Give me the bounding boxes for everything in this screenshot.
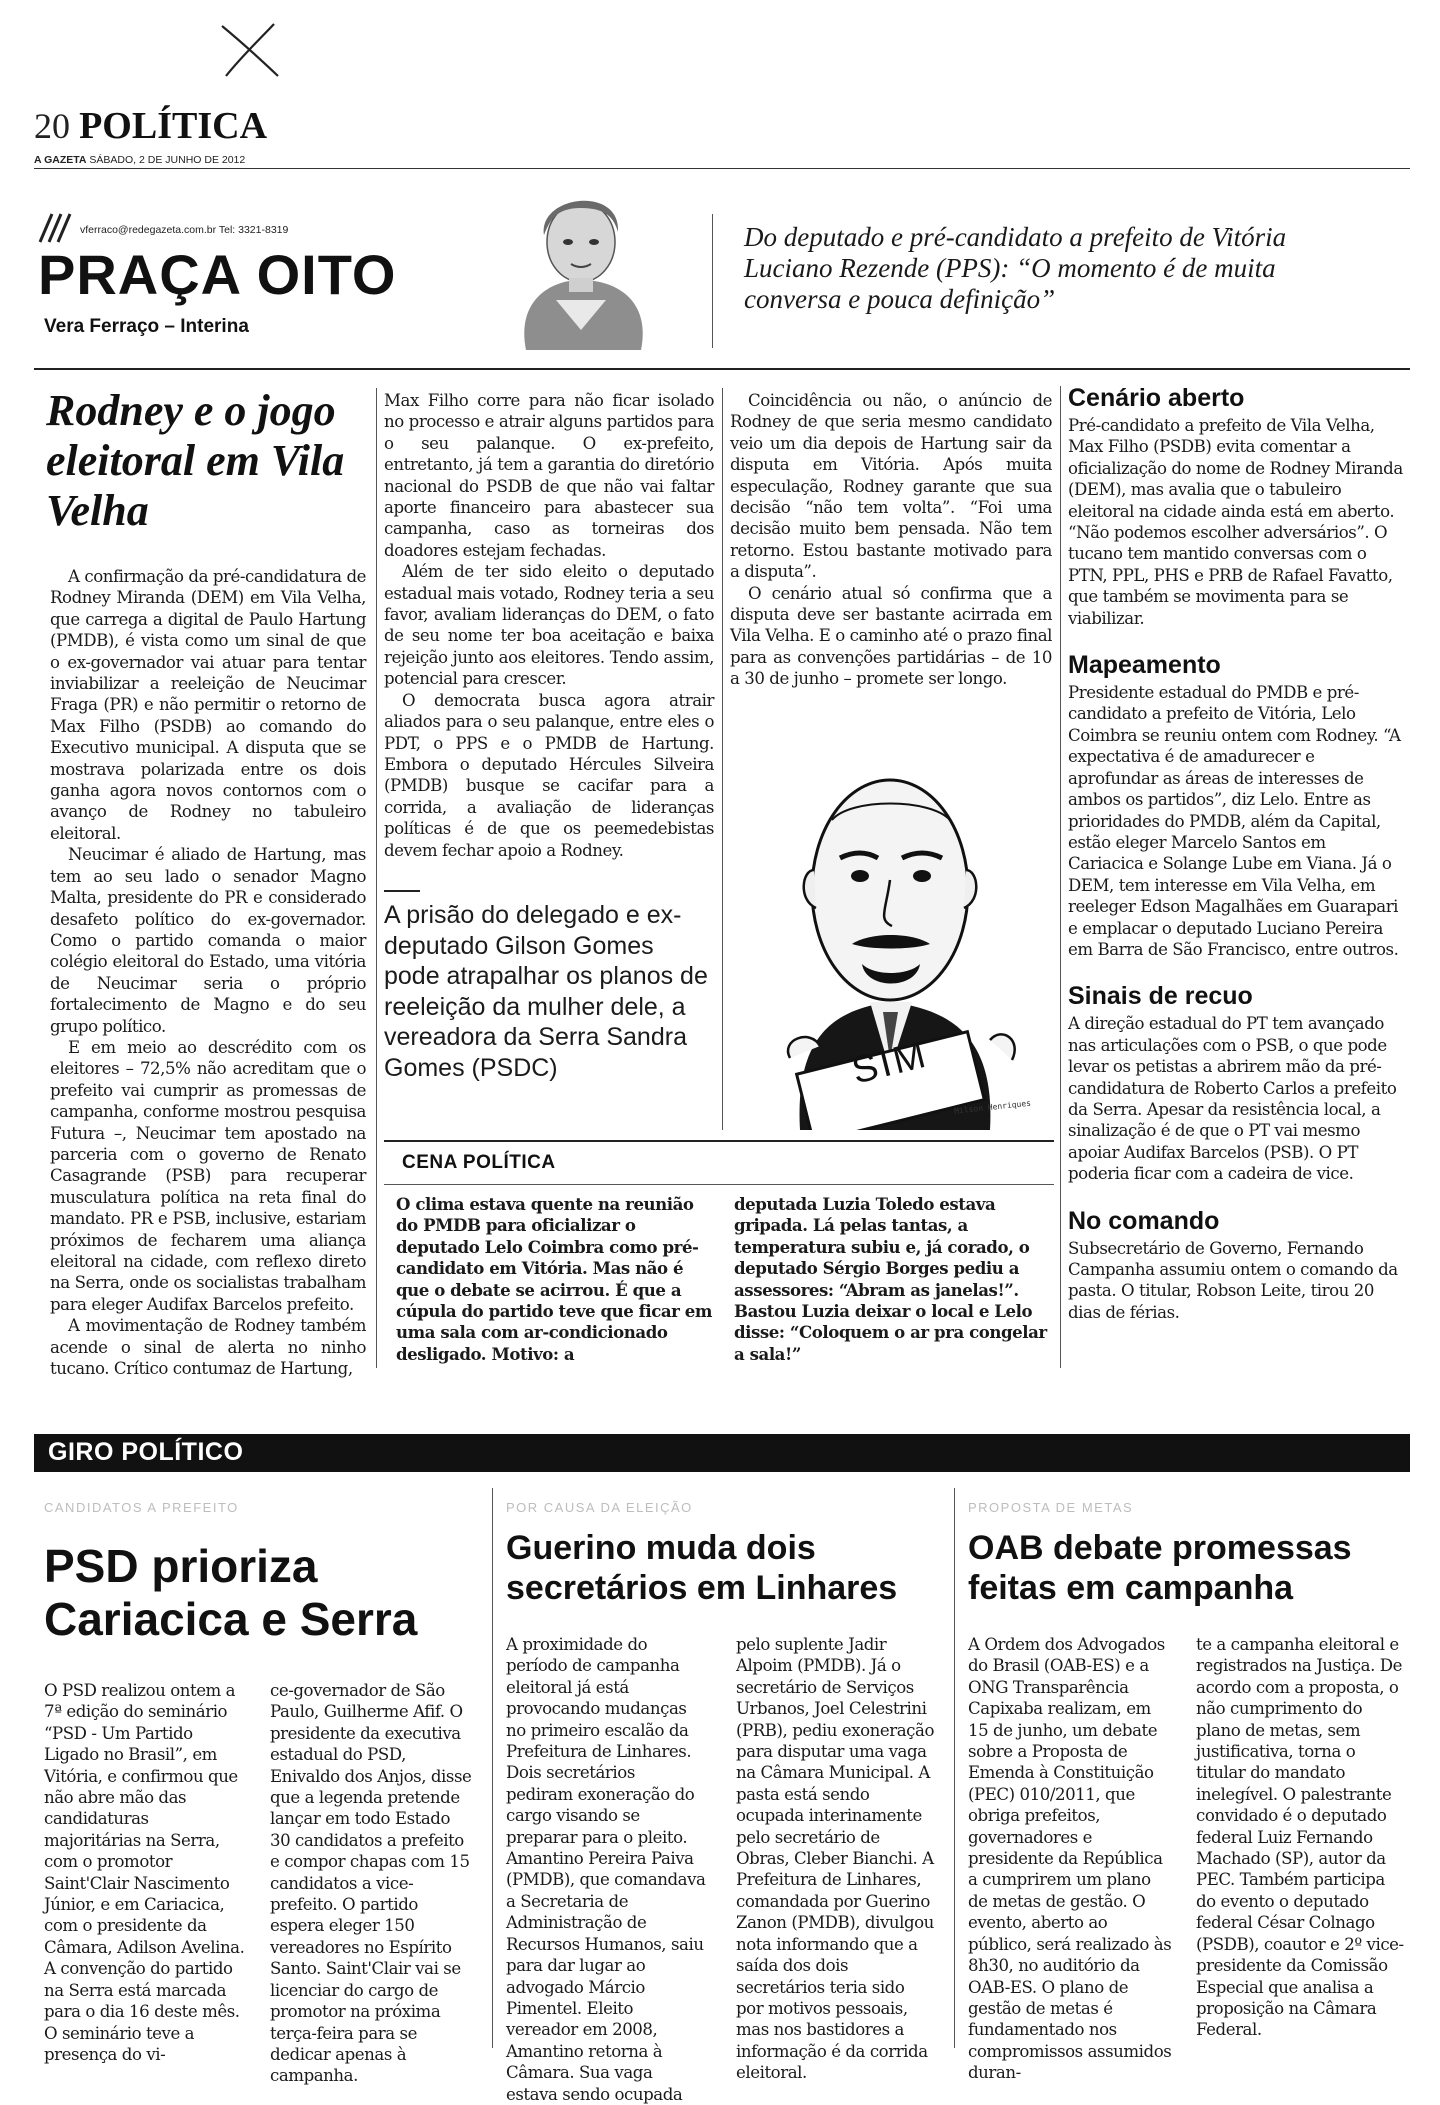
main-paragraph: O cenário atual só confirma que a disputa deve ser bastante acirrada em Vila Velha. E o caminho até o prazo final para as convenções partidárias – de 10 a 30 de junho – promete ser longo.	[730, 583, 1052, 689]
quote-divider	[712, 214, 713, 348]
main-paragraph: A confirmação da pré-candidatura de Rodney Miranda (DEM) em Vila Velha, que carrega a digital de Paulo Hartung (PMDB), é vista como um sinal de que o ex-governador vai atuar para tentar inviabilizar a reeleição de Neucimar Fraga (PR) e não permitir o retorno de Max Filho (PSDB) ao comando do Executivo municipal. A disputa que se mostrava polarizada entre os dois ganha agora novos contornos com o avanço de Rodney no tabuleiro eleitoral.	[50, 567, 366, 843]
main-paragraph: Além de ter sido eleito o deputado estadual mais votado, Rodney teria a seu favor, avaliam lideranças do DEM, o fato de seu nome ter boa aceitação e baixa rejeição junto aos eleitores. Tendo assim, potencial para crescer.	[384, 562, 714, 689]
main-story-col1	[50, 566, 366, 1379]
column-logo-slashes	[38, 210, 72, 244]
column-quote: Do deputado e pré-candidato a prefeito de Vitória Luciano Rezende (PPS): “O momento é de muita conversa e pouca definição”	[744, 222, 1287, 314]
note-title: No comando	[1068, 1206, 1220, 1235]
note-text: Subsecretário de Governo, Fernando Campanha assumiu ontem o comando da pasta. O titular, Robson Leite, tirou 20 dias de férias.	[1068, 1238, 1398, 1322]
main-story-col3	[730, 390, 1052, 690]
giro-text: A proximidade do período de campanha eleitoral já está provocando mudanças no primeiro escalão da Prefeitura de Linhares. Dois secretários pediram exoneração do cargo visando se preparar para o pleito. Amantino Pereira Paiva (PMDB), que comandava a Secretaria de Administração de Recursos Humanos, saiu para dar lugar ao advogado Márcio Pimentel. Eleito vereador em 2008, Amantino retorna à Câmara. Sua vaga estava sendo ocupada	[506, 1635, 706, 2104]
header-bottom-rule	[34, 368, 1410, 370]
giro-story-col2	[1196, 1634, 1404, 2041]
giro-story-col1	[968, 1634, 1172, 2084]
sign-text: SIM	[847, 1033, 933, 1093]
giro-story-col2	[270, 1680, 474, 2087]
columnist-photo	[456, 180, 706, 350]
cena-top-rule	[384, 1140, 1054, 1142]
giro-banner-title: GIRO POLÍTICO	[48, 1438, 244, 1466]
header-rule	[34, 168, 1410, 169]
main-paragraph: O democrata busca agora atrair aliados para o seu palanque, entre eles o PDT, o PPS e o PMDB de Hartung. Embora o deputado Hércules Silveira (PMDB) busque se cacifar para a corrida, a avaliação de lideranças políticas é de que os peemedebistas devem fechar apoio a Rodney.	[384, 690, 714, 860]
page-number: 20	[34, 106, 70, 146]
giro-text: te a campanha eleitoral e registrados na Justiça. De acordo com a proposta, o não cumprimento do plano de metas, sem justificativa, torna o titular do mandato inelegível. O palestrante convidado é o deputado federal Luiz Fernando Machado (SP), autor da PEC. Também participa do evento o deputado federal César Colnago (PSDB), coautor e 2º vice-presidente da Comissão Especial que analisa a proposição na Câmara Federal.	[1196, 1635, 1404, 2040]
giro-divider	[954, 1488, 955, 2048]
note-title: Cenário aberto	[1068, 384, 1245, 412]
giro-text: O PSD realizou ontem a 7ª edição do seminário “PSD - Um Partido Ligado no Brasil”, em Vitória, e confirmou que não abre mão das candidaturas majoritárias na Serra, com o promotor Saint'Clair Nascimento Júnior, e em Cariacica, com o presidente da Câmara, Adilson Avelina. A convenção do partido na Serra está marcada para o dia 16 deste mês. O seminário teve a presença do vi-	[44, 1681, 245, 2064]
masthead: A GAZETA	[34, 154, 87, 166]
sidebar-note	[1068, 651, 1404, 960]
slash-marks-icon	[38, 210, 72, 244]
main-story-col2	[384, 390, 714, 861]
main-paragraph: A movimentação de Rodney também acende o sinal de alerta no ninho tucano. Crítico contumaz de Hartung,	[50, 1316, 366, 1379]
sidebar-note	[1068, 982, 1404, 1184]
column-byline: Vera Ferraço – Interina	[44, 316, 249, 337]
giro-kicker: PROPOSTA DE METAS	[968, 1500, 1134, 1515]
giro-text: pelo suplente Jadir Alpoim (PMDB). Já o secretário de Serviços Urbanos, Joel Celestrini (PRB), pediu exoneração para disputar uma vaga na Câmara Municipal. A pasta está sendo ocupada interinamente pelo secretário de Obras, Cleber Bianchi. A Prefeitura de Linhares, comandada por Guerino Zanon (PMDB), divulgou nota informando que a saída dos dois secretários teria sido por motivos pessoais, mas nos bastidores a informação é da corrida eleitoral.	[736, 1635, 935, 2083]
giro-kicker: CANDIDATOS A PREFEITO	[44, 1500, 239, 1515]
column-title: PRAÇA OITO	[38, 243, 397, 306]
sidebar-notes	[1068, 384, 1404, 1323]
main-paragraph: Neucimar é aliado de Hartung, mas tem ao seu lado o senador Magno Malta, presidente do PR e considerado desafeto político do ex-governador. Como o partido comanda o maior colégio eleitoral do Estado, uma vitória de Neucimar seria o próprio fortalecimento de Magno e do seu grupo político.	[50, 845, 366, 1036]
section-header	[34, 104, 434, 152]
note-title: Sinais de recuo	[1068, 982, 1253, 1011]
pull-quote: A prisão do delegado e ex-deputado Gilson Gomes pode atrapalhar os planos de reeleição da mulher dele, a vereadora da Serra Sandra Gomes (PSDC)	[384, 901, 708, 1082]
column-contact: vferraco@redegazeta.com.br Tel: 3321-8319	[80, 224, 289, 236]
cena-text: O clima estava quente na reunião do PMDB para oficializar o deputado Lelo Coimbra como pré-candidato em Vitória. Mas não é que o debate se acirrou. É que a cúpula do partido teve que ficar em uma sala com ar-condicionado desligado. Motivo: a	[396, 1194, 713, 1364]
sidebar-divider	[1060, 386, 1061, 1368]
note-text: A direção estadual do PT tem avançado nas articulações com o PSB, o que pode levar os petistas a abrirem mão da pré-candidatura de Roberto Carlos a prefeito da Serra. Apesar da resistência local, a sinalização é de que o PT vai mesmo apoiar Audifax Barcelos (PSB). O PT poderia ficar com a cadeira de vice.	[1068, 1014, 1397, 1184]
section-title: POLÍTICA	[79, 105, 268, 147]
giro-text: ce-governador de São Paulo, Guilherme Afif. O presidente da executiva estadual do PSD, Enivaldo dos Anjos, disse que a legenda pretende lançar em todo Estado 30 candidatos a prefeito e compor chapas com 15 candidatos a vice-prefeito. O partido espera eleger 150 vereadores no Espírito Santo. Saint'Clair vai se licenciar do cargo de promotor na próxima terça-feira para se dedicar apenas à campanha.	[270, 1681, 472, 2086]
cena-title: CENA POLÍTICA	[402, 1152, 556, 1173]
columnist-portrait-icon	[456, 180, 706, 350]
giro-banner	[34, 1434, 1410, 1472]
giro-headline: PSD prioriza Cariacica e Serra	[44, 1540, 418, 1645]
giro-story-col2	[736, 1634, 936, 2084]
handwritten-x-mark	[214, 20, 284, 80]
sidebar-note	[1068, 1207, 1404, 1324]
note-text: Presidente estadual do PMDB e pré-candidato a prefeito de Vitória, Lelo Coimbra se reuniu ontem com Rodney. “A expectativa é de amadurecer e aprofundar as áreas de interesses de ambos os partidos”, diz Lelo. Entre as prioridades do PMDB, além da Capital, estão eleger Marcelo Santos em Cariacica e Solange Lube em Viana. Já o DEM, tem interesse em Vila Velha, em reeleger Edson Magalhães em Guarapari e emplacar o deputado Luciano Pereira em Barra de São Francisco, entre outros.	[1068, 683, 1401, 959]
giro-story-col1	[506, 1634, 706, 2105]
giro-story-col1	[44, 1680, 248, 2065]
cena-text: deputada Luzia Toledo estava gripada. Lá pelas tantas, a temperatura subiu e, já corado, o deputado Sérgio Borges pediu a assessores: “Abram as janelas!”. Bastou Luzia deixar o local e Lelo disse: “Coloquem o ar pra congelar a sala!”	[734, 1194, 1047, 1364]
main-paragraph: Max Filho corre para não ficar isolado no processo e atrair alguns partidos para o seu palanque. O ex-prefeito, entretanto, já tem a garantia do diretório nacional do PSDB de que não vai faltar aporte financeiro para abastecer sua campanha, caso as torneiras dos doadores estejam fechadas.	[384, 391, 714, 560]
cena-col1	[396, 1194, 714, 1365]
giro-headline: OAB debate promessas feitas em campanha	[968, 1529, 1352, 1607]
main-paragraph: E em meio ao descrédito com os eleitores – 72,5% não acreditam que o prefeito vai cumprir as promessas de campanha, conforme mostrou pesquisa Futura –, Neucimar tem apostado na parceria com o governo de Renato Casagrande (PSB) para recuperar musculatura política na reta final do mandato. PR e PSB, inclusive, estariam próximos de fecharem uma aliança eleitoral na cidade, com reflexo direto na Serra, onde os socialistas trabalham para eleger Audifax Barcelos prefeito.	[50, 1037, 366, 1314]
main-paragraph: Coincidência ou não, o anúncio de Rodney de que seria mesmo candidato veio um dia depois de Hartung sair da disputa em Vitória. Após muita especulação, Rodney garante que sua decisão “não tem volta”. “Foi uma decisão muito bem pensada. Não tem retorno. Estou bastante motivado para a disputa”.	[730, 391, 1052, 582]
x-mark-icon	[214, 20, 284, 80]
cena-col2	[734, 1194, 1052, 1365]
giro-headline: Guerino muda dois secretários em Linhares	[506, 1529, 898, 1607]
masthead-line	[34, 154, 245, 166]
giro-kicker: POR CAUSA DA ELEIÇÃO	[506, 1500, 693, 1515]
giro-text: A Ordem dos Advogados do Brasil (OAB-ES) e a ONG Transparência Capixaba realizam, em 15 de junho, um debate sobre a Proposta de Emenda à Constituição (PEC) 010/2011, que obriga prefeitos, governadores e presidente da República a cumprirem um plano de metas de gestão. O evento, aberto ao público, será realizado às 8h30, no auditório da OAB-ES. O plano de gestão de metas é fundamentado nos compromissos assumidos duran-	[968, 1635, 1172, 2083]
note-title: Mapeamento	[1068, 651, 1221, 680]
cartoonist-signature: Milson Henriques	[953, 1098, 1032, 1116]
edition-date: SÁBADO, 2 DE JUNHO DE 2012	[89, 154, 246, 166]
pull-quote-rule	[384, 890, 420, 892]
column-divider	[376, 388, 377, 1368]
caricature-illustration	[740, 740, 1050, 1130]
note-text: Pré-candidato a prefeito de Vila Velha, Max Filho (PSDB) evita comentar a oficialização do nome de Rodney Miranda (DEM), mas avalia que o tabuleiro eleitoral na cidade ainda está em aberto. “Não podemos escolher adversários”. O tucano tem mantido conversas com o PTN, PPL, PHS e PRB de Rafael Favatto, que também se movimenta para se viabilizar.	[1068, 416, 1403, 628]
giro-divider	[492, 1488, 493, 2048]
sidebar-note	[1068, 384, 1404, 629]
cena-title-rule	[384, 1184, 1054, 1185]
column-divider	[722, 388, 723, 1130]
main-headline: Rodney e o jogo eleitoral em Vila Velha	[46, 386, 345, 535]
